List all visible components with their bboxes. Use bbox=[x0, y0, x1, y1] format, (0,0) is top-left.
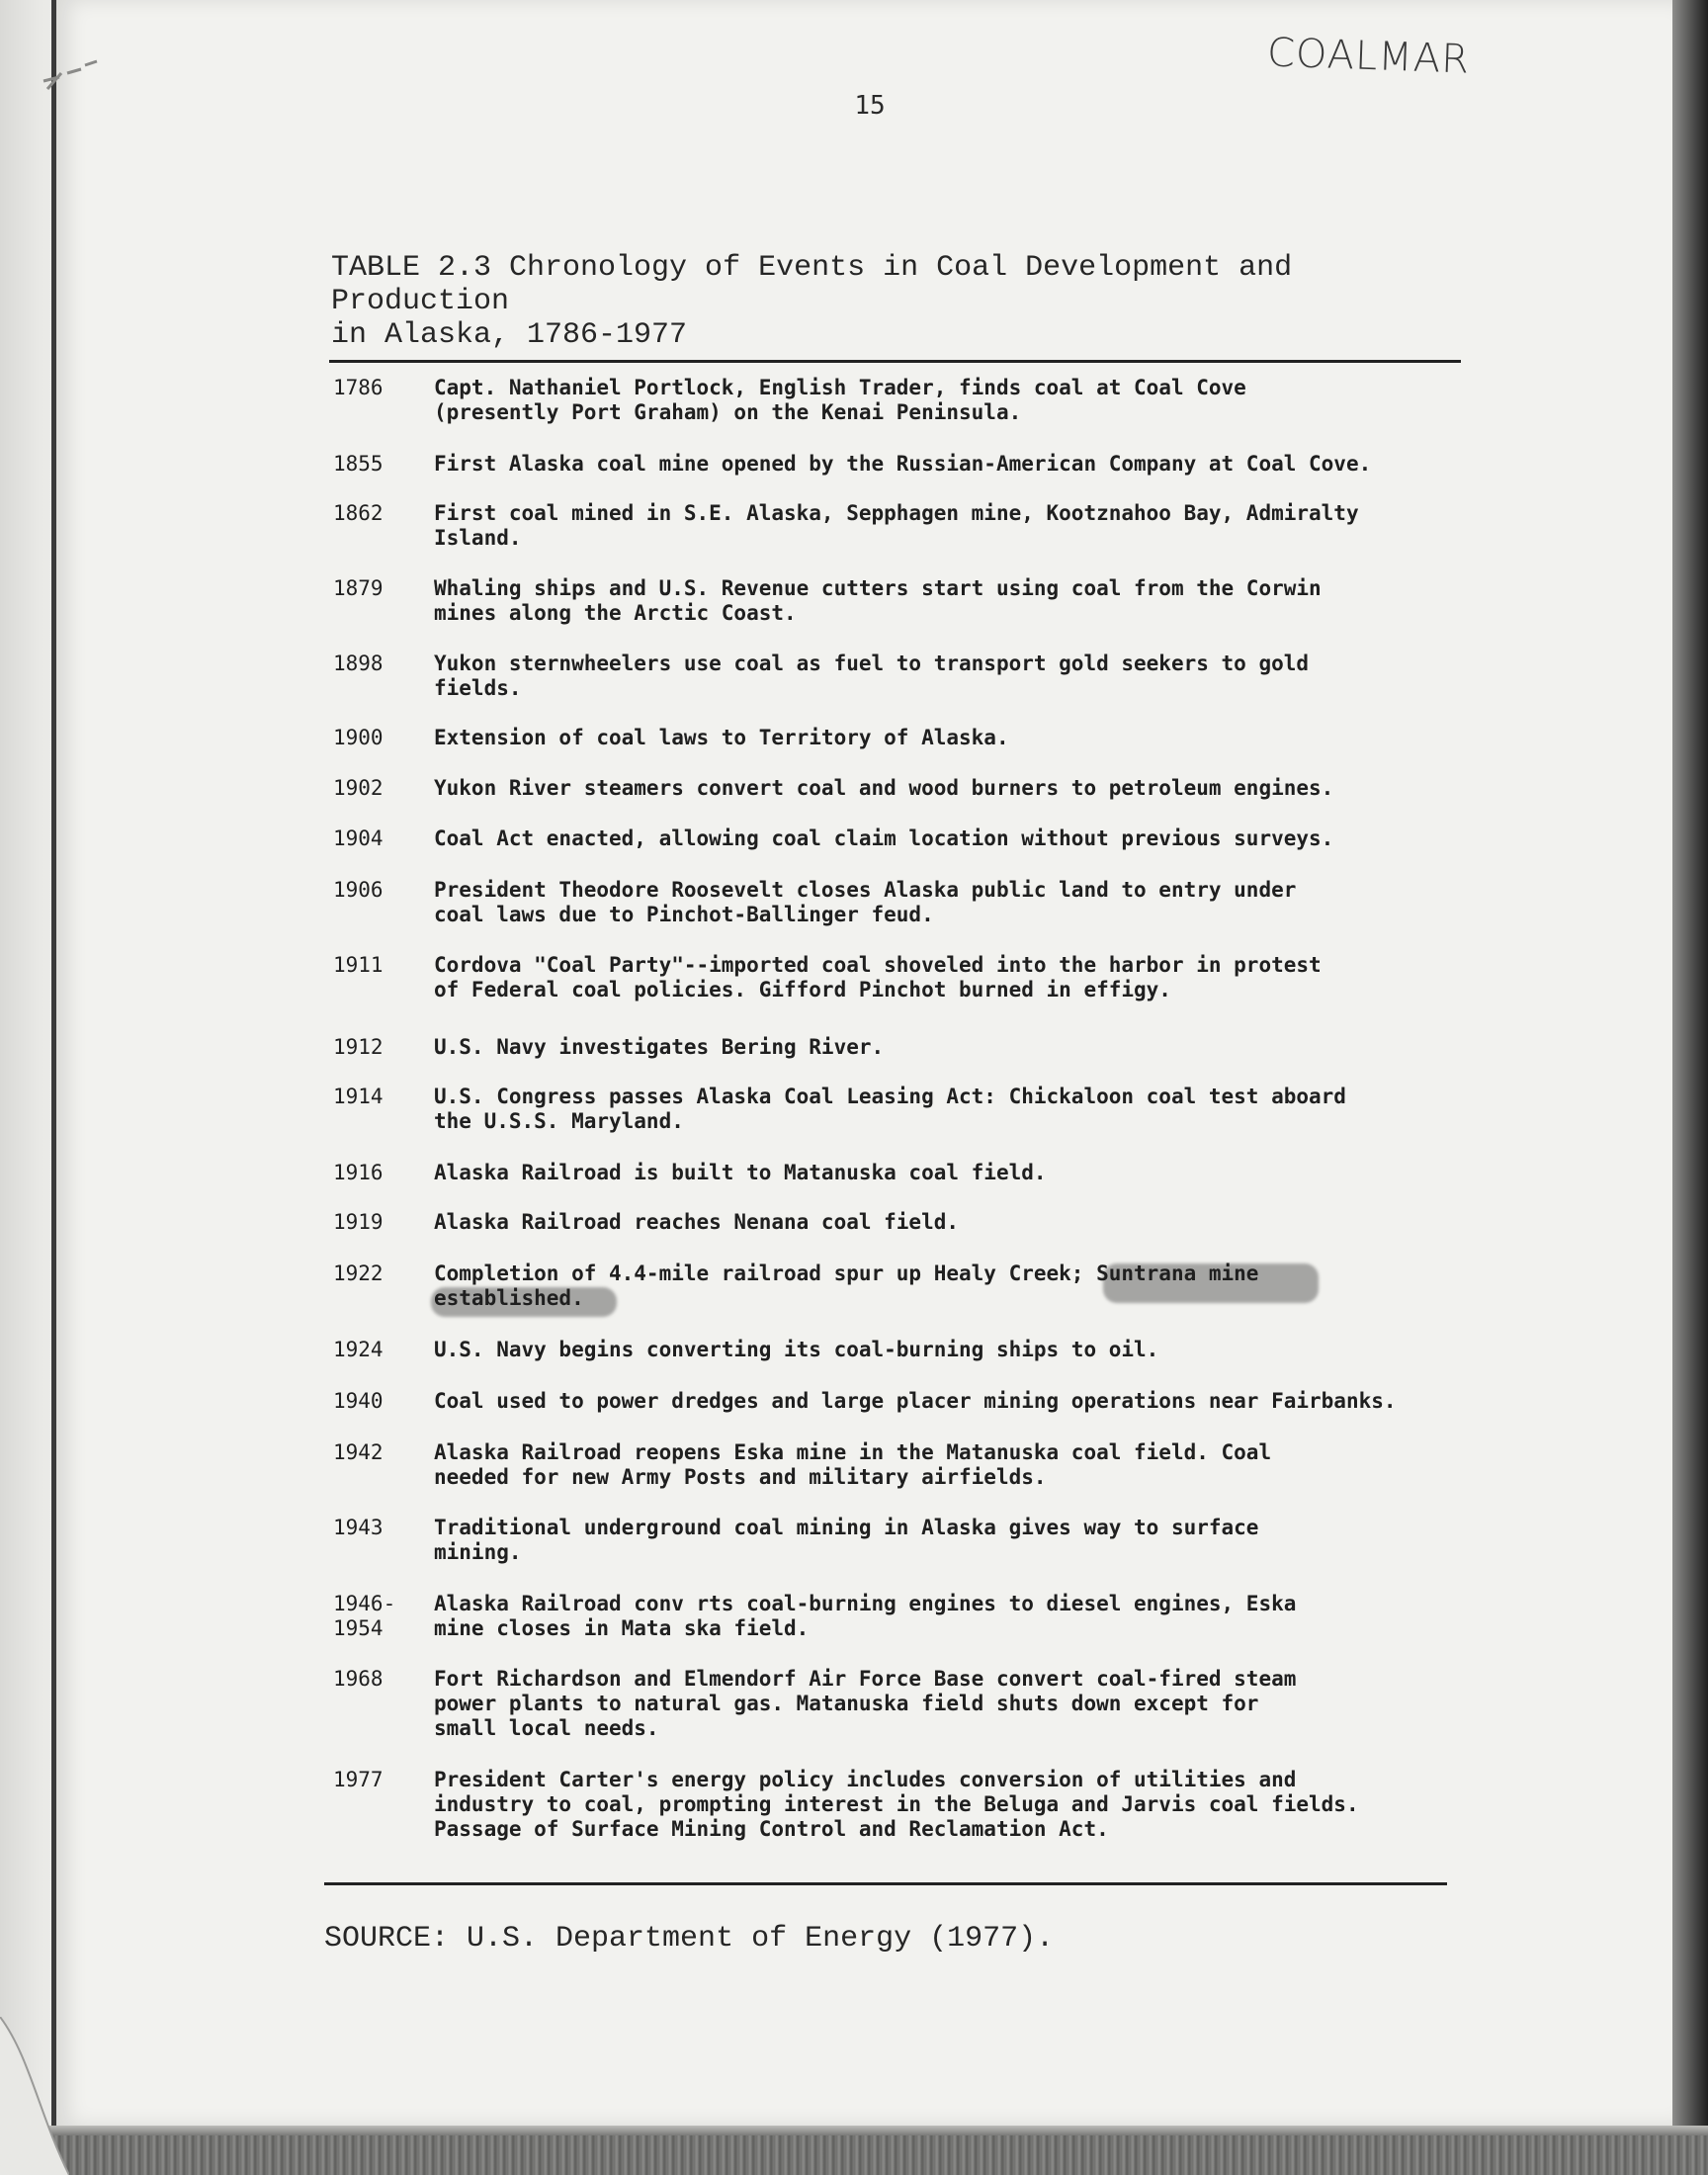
event-year: 1977 bbox=[333, 1768, 384, 1791]
event-year: 1900 bbox=[333, 726, 384, 749]
event-description: Yukon sternwheelers use coal as fuel to transport gold seekers to gold fields. bbox=[434, 652, 1310, 700]
event-description: Whaling ships and U.S. Revenue cutters start using coal from the Corwin mines along the Arctic Coast. bbox=[434, 576, 1322, 625]
page-curl-icon bbox=[0, 2017, 69, 2175]
event-description: U.S. Navy investigates Bering River. bbox=[434, 1035, 885, 1059]
event-year: 1940 bbox=[333, 1389, 384, 1413]
event-year: 1898 bbox=[333, 652, 384, 675]
event-description: Yukon River steamers convert coal and wood burners to petroleum engines. bbox=[434, 776, 1334, 800]
event-year: 1902 bbox=[333, 776, 384, 800]
event-year: 1968 bbox=[333, 1667, 384, 1691]
table-title-line-2: in Alaska, 1786-1977 bbox=[331, 318, 688, 352]
event-year: 1919 bbox=[333, 1210, 384, 1234]
event-description: Alaska Railroad reaches Nenana coal field. bbox=[434, 1210, 960, 1234]
scan-bottom-edge bbox=[0, 2126, 1708, 2175]
table-title-line-1: TABLE 2.3 Chronology of Events in Coal Development and Production bbox=[331, 251, 1293, 318]
event-description: Alaska Railroad reopens Eska mine in the Matanuska coal field. Coal needed for new Army Posts and military airfields. bbox=[434, 1440, 1272, 1489]
event-description: President Carter's energy policy includes conversion of utilities and industry to coal, prompting interest in the Beluga and Jarvis coal fields. Passage of Surface Mining Control and Reclamation Act. bbox=[434, 1768, 1359, 1841]
scan-right-edge bbox=[1672, 0, 1708, 2175]
event-description: President Theodore Roosevelt closes Alaska public land to entry under coal laws due to Pinchot-Ballinger feud. bbox=[434, 878, 1297, 926]
event-description: Cordova "Coal Party"--imported coal shoveled into the harbor in protest of Federal coal policies. Gifford Pinchot burned in effigy. bbox=[434, 953, 1322, 1001]
event-description: U.S. Navy begins converting its coal-burning ships to oil. bbox=[434, 1338, 1159, 1361]
event-year: 1922 bbox=[333, 1262, 384, 1285]
event-description: Alaska Railroad is built to Matanuska coal field. bbox=[434, 1161, 1047, 1184]
event-description: Extension of coal laws to Territory of Alaska. bbox=[434, 726, 1009, 749]
event-description: First Alaska coal mine opened by the Russian-American Company at Coal Cove. bbox=[434, 452, 1372, 476]
handwritten-note: COALMAR bbox=[1266, 30, 1471, 83]
event-description: First coal mined in S.E. Alaska, Sepphagen mine, Kootznahoo Bay, Admiralty Island. bbox=[434, 501, 1359, 550]
event-year: 1862 bbox=[333, 501, 384, 525]
table-title bbox=[331, 251, 1478, 352]
event-year: 1942 bbox=[333, 1440, 384, 1464]
event-description: Completion of 4.4-mile railroad spur up Healy Creek; Suntrana mine established. bbox=[434, 1262, 1259, 1310]
source-note: SOURCE: U.S. Department of Energy (1977). bbox=[324, 1922, 1055, 1956]
event-description: Fort Richardson and Elmendorf Air Force Base convert coal-fired steam power plants to natural gas. Matanuska field shuts down except for small local needs. bbox=[434, 1667, 1297, 1740]
table-top-rule bbox=[329, 360, 1461, 363]
event-year: 1914 bbox=[333, 1085, 384, 1108]
event-year: 1904 bbox=[333, 826, 384, 850]
event-year: 1912 bbox=[333, 1035, 384, 1059]
event-description: Capt. Nathaniel Portlock, English Trader, finds coal at Coal Cove (presently Port Graham) on the Kenai Peninsula. bbox=[434, 376, 1246, 424]
event-year: 1786 bbox=[333, 376, 384, 399]
event-description: Alaska Railroad conv rts coal-burning engines to diesel engines, Eska mine closes in Mata ska field. bbox=[434, 1592, 1297, 1640]
event-description: Coal Act enacted, allowing coal claim location without previous surveys. bbox=[434, 826, 1334, 850]
event-year: 1855 bbox=[333, 452, 384, 476]
event-year: 1943 bbox=[333, 1516, 384, 1539]
event-description: U.S. Congress passes Alaska Coal Leasing Act: Chickaloon coal test aboard the U.S.S. Maryland. bbox=[434, 1085, 1346, 1133]
event-description: Traditional underground coal mining in Alaska gives way to surface mining. bbox=[434, 1516, 1259, 1564]
event-year: 1946- 1954 bbox=[333, 1592, 396, 1640]
event-year: 1879 bbox=[333, 576, 384, 600]
event-year: 1924 bbox=[333, 1338, 384, 1361]
event-description: Coal used to power dredges and large placer mining operations near Fairbanks. bbox=[434, 1389, 1397, 1413]
event-year: 1916 bbox=[333, 1161, 384, 1184]
table-bottom-rule bbox=[324, 1882, 1447, 1885]
page-number: 15 bbox=[854, 91, 886, 121]
event-year: 1906 bbox=[333, 878, 384, 902]
event-year: 1911 bbox=[333, 953, 384, 977]
